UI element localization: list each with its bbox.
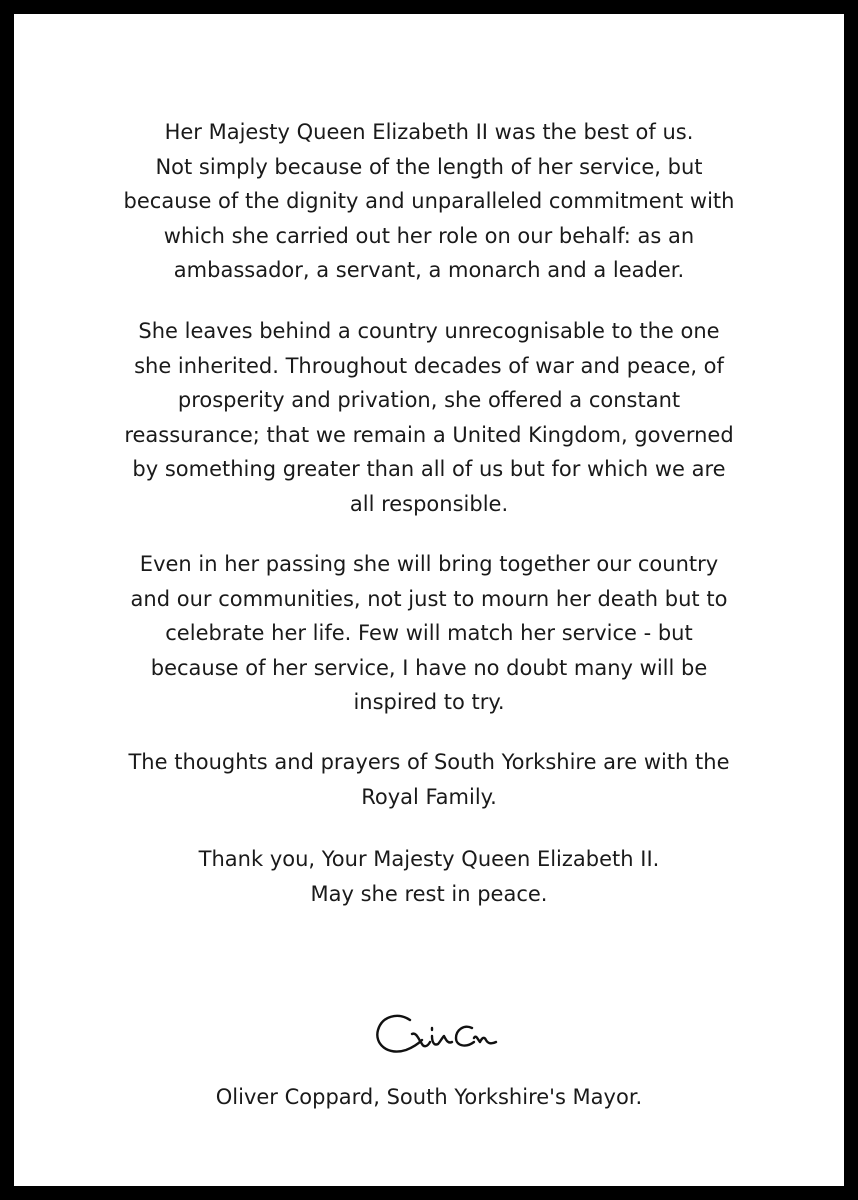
text-line: by something greater than all of us but for which we are xyxy=(132,457,726,481)
text-line: May she rest in peace. xyxy=(310,881,548,906)
text-line: ambassador, a servant, a monarch and a leader. xyxy=(173,258,685,282)
text-line: Thank you, Your Majesty Queen Elizabeth II. xyxy=(198,847,660,871)
text-line: Her Majesty Queen Elizabeth II was the best of us. xyxy=(164,120,694,144)
text-line: which she carried out her role on our behalf: as an xyxy=(163,223,695,248)
text-line: and our communities, not just to mourn her death but to xyxy=(130,586,728,611)
text-line: because of the dignity and unparalleled commitment with xyxy=(123,189,735,213)
text-line: Royal Family. xyxy=(361,784,497,809)
text-line: all responsible. xyxy=(349,491,509,516)
text-line: prosperity and privation, she offered a constant xyxy=(177,388,681,412)
handwritten-signature xyxy=(368,1004,508,1064)
text-line: celebrate her life. Few will match her service - but xyxy=(165,621,693,645)
text-line: She leaves behind a country unrecognisable to the one xyxy=(138,319,720,343)
text-line: she inherited. Throughout decades of war and peace, of xyxy=(134,353,724,378)
text-line: reassurance; that we remain a United Kingdom, governed xyxy=(124,422,734,447)
letter-page xyxy=(14,14,844,1186)
paragraph-passing xyxy=(14,547,844,720)
paragraph-closing xyxy=(14,842,844,911)
paragraph-tribute xyxy=(14,115,844,288)
text-line: because of her service, I have no doubt many will be xyxy=(150,655,708,680)
text-line: Not simply because of the length of her service, but xyxy=(155,154,703,179)
text-line: inspired to try. xyxy=(353,690,505,714)
paragraph-legacy xyxy=(14,314,844,521)
paragraph-thoughts xyxy=(14,745,844,814)
text-line: The thoughts and prayers of South Yorkshire are with the xyxy=(128,750,730,774)
text-line: Even in her passing she will bring together our country xyxy=(139,552,719,576)
signatory-name: Oliver Coppard, South Yorkshire's Mayor. xyxy=(215,1085,643,1109)
